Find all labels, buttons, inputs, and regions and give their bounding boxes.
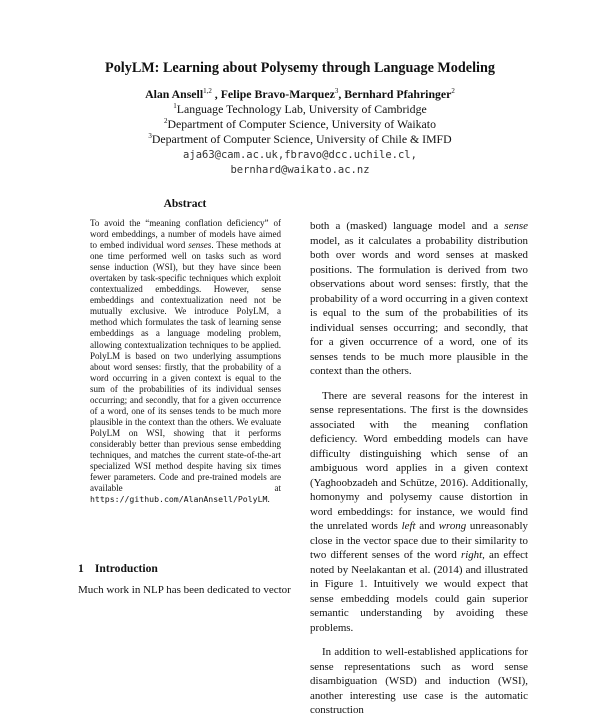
intro-text: Much work in NLP has been dedicated to vector (78, 584, 291, 596)
paragraph: both a (masked) language model and a sense model, as it calculates a probability distribution both over words and word senses at masked positions. The formulation is derived from two observations about word senses: firstly, that the probability of a word occurring in a given context is equal to the sum of the probabilities of its individual senses occurring; and secondly, that for a given occurrence of a word, one of its senses tends to be much more plausible in the context than the others. (310, 220, 528, 377)
abstract-body: To avoid the “meaning conflation deficiency” of word embeddings, a number of models have aimed to embed individual word senses. These methods at one time performed well on tasks such as word sense induction (WSI), but they have since been overtaken by task-specific techniques which exploit contextualized embeddings. However, sense embeddings and contextualization need not be mutually exclusive. We introduce PolyLM, a method which formulates the task of learning sense embeddings as a language modeling problem, allowing contextualization techniques to be applied. PolyLM is based on two underlying assumptions about word senses: firstly, that the probability of a word occurring in a given context is equal to the sum of the probabilities of its individual senses occurring; and secondly, that for a given occurrence of a word, one of its senses tends to be much more plausible in the context than the others. We evaluate PolyLM on WSI, showing that it performs considerably better than previous sense embedding techniques, and matches the current state-of-the-art specialized WSI method despite having six times fewer parameters. Code and pre-trained models are available at https://github.com/AlanAnsell/PolyLM. (90, 218, 282, 505)
code-url-link[interactable]: https://github.com/AlanAnsell/PolyLM (90, 494, 268, 505)
affiliation: $^1$Language Technology Lab, University of Cambridge (173, 102, 427, 116)
paragraph: In addition to well-established applications for sense representations such as word sense disambiguation (WSD) and induction (WSI), another interesting use case is the automatic construction (310, 646, 528, 716)
affiliation: $^3$Department of Computer Science, University of Chile & IMFD (148, 132, 452, 146)
author-list: Alan Ansell$^{1,2}$ , Felipe Bravo-Marquez$^3$, Bernhard Pfahringer$^2$ (145, 87, 455, 101)
author-affiliation-mark: 2 (451, 87, 455, 96)
author-affiliation-mark: 3 (334, 87, 339, 96)
author-name: Bernhard Pfahringer (344, 87, 452, 101)
author-name: Alan Ansell (145, 87, 204, 101)
author-emails[interactable]: bernhard@waikato.ac.nz (230, 164, 370, 176)
abstract-heading: Abstract (163, 198, 207, 210)
author-emails[interactable]: aja63@cam.ac.uk,fbravo@dcc.uchile.cl, (183, 149, 417, 161)
affiliation: $^2$Department of Computer Science, University of Waikato (164, 117, 436, 131)
section-heading: 1 Introduction (78, 562, 158, 575)
paper-title: PolyLM: Learning about Polysemy through Language Modeling (105, 60, 495, 76)
right-column-text (310, 219, 528, 728)
author-affiliation-mark: 1,2 (203, 87, 212, 96)
paragraph: There are several reasons for the interest in sense representations. The first is the downsides associated with the meaning conflation deficiency. Word embedding models can have difficulty distinguishing which sense of an ambiguous word applies in a given context (Yaghoobzadeh and Schütze, 2016). Additionally, homonymy and polysemy cause distortion in word embeddings: for instance, we would find the unrelated words left and wrong unreasonably close in the vector space due to their similarity to two different senses of the word right, an effect noted by Neelakantan et al. (2014) and illustrated in Figure 1. Intuitively we would expect that sense embedding models could gain superior semantic understanding by avoiding these problems. (310, 389, 528, 634)
author-name: Felipe Bravo-Marquez (220, 87, 335, 101)
